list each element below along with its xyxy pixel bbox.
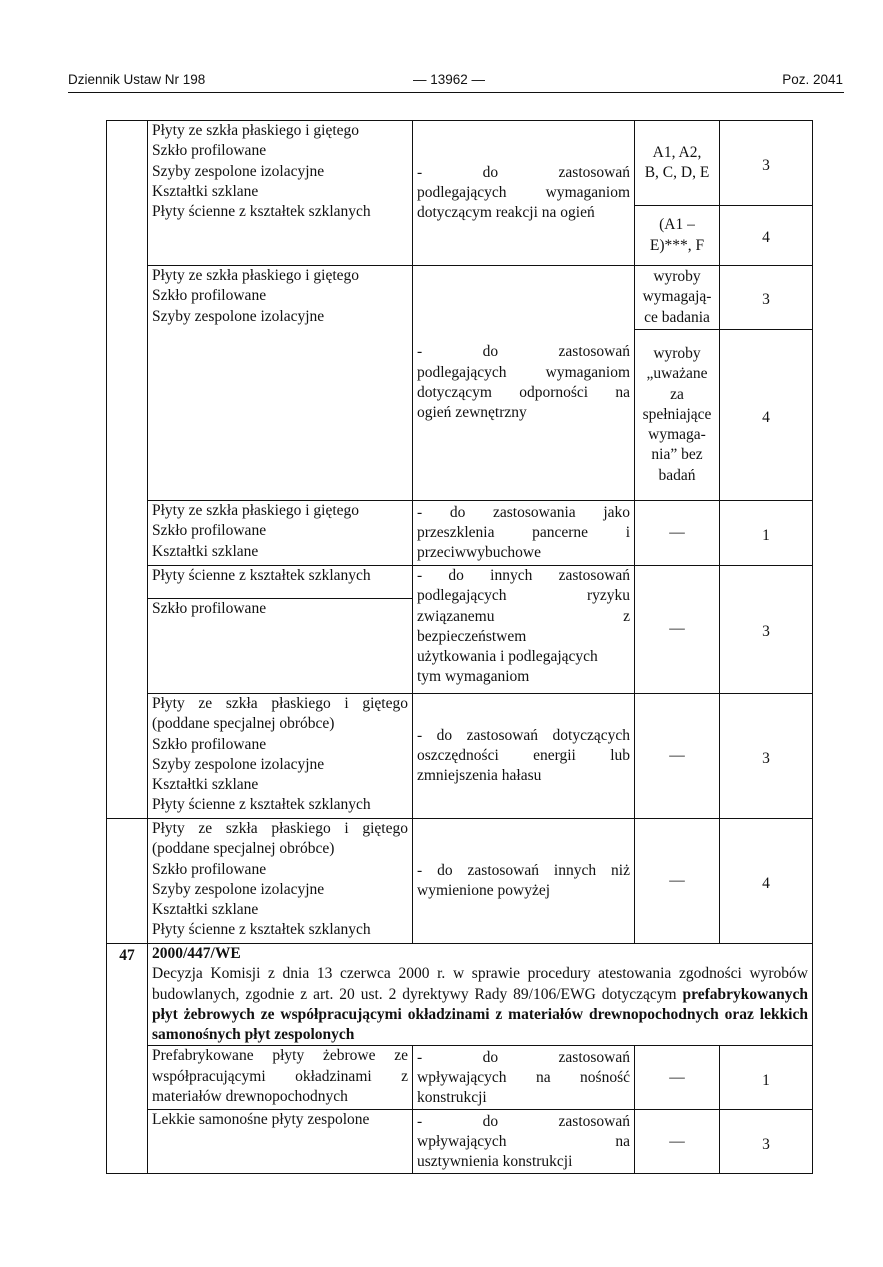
system-cell: 4 [720,330,813,501]
system-cell: 4 [720,819,813,944]
use-cell: - do zastosowań podlegających wymaganiom dotyczącym odporności na ogień zewnętrzny [413,266,635,501]
table-row [107,944,813,1046]
table-row [107,1046,813,1110]
class-cell: wyroby „uważane za spełniające wymaga- nia” bez badań [635,330,720,501]
number-cell: 47 [107,944,148,1174]
products-cell: Prefabrykowane płyty żebrowe ze współpracującymi okładzinami z materiałów drewnopochodnych [148,1046,413,1110]
class-cell: A1, A2, B, C, D, E [635,121,720,206]
page-header [68,72,843,92]
table-row [107,121,813,206]
use-cell: - do zastosowań innych niż wymienione powyżej [413,819,635,944]
products-cell: Płyty ze szkła płaskiego i giętego (poddane specjalnej obróbce) Szkło profilowane Szyby zespolone izolacyjne Kształtki szklane Płyty ścienne z kształtek szklanych [148,694,413,819]
system-cell: 3 [720,566,813,694]
class-cell: — [635,1110,720,1174]
decision-cell [148,944,813,1046]
products-cell: Lekkie samonośne płyty zespolone [148,1110,413,1174]
decision-text: Decyzja Komisji z dnia 13 czerwca 2000 r. w sprawie procedury atestowania zgodności wyrobów budowlanych, zgodnie z art. 20 ust. 2 dyrektywy Rady 89/106/EWG dotyczącym [152,965,808,1003]
use-cell: - do zastosowania jako przeszklenia pancerne i przeciwwybuchowe [413,501,635,566]
header-rule [68,92,844,93]
table-row [107,1110,813,1174]
use-cell: - do zastosowań podlegających wymaganiom dotyczącym reakcji na ogień [413,121,635,266]
page-number: — 13962 — [413,72,486,87]
system-cell: 3 [720,1110,813,1174]
decision-subject: prefabrykowanych płyt żebrowych ze współpracującymi okładzinami z materiałów drewnopochodnych oraz lekkich samonośnych płyt zespolonych [152,985,808,1044]
table-row [107,566,813,694]
number-cell [107,121,148,694]
use-cell: - do innych zastosowań podlegających ryzyku związanemu z bezpieczeństwem użytkowania i podlegających tym wymaganiom [413,566,635,694]
system-cell: 3 [720,694,813,819]
products-cell: Płyty ze szkła płaskiego i giętego Szkło profilowane Szyby zespolone izolacyjne [148,266,413,501]
number-cell [107,819,148,944]
use-cell: - do zastosowań wpływających na nośność konstrukcji [413,1046,635,1110]
class-cell: — [635,694,720,819]
table-row [107,694,813,819]
attestation-table [106,120,813,1174]
class-cell: — [635,501,720,566]
products-cell: Płyty ze szkła płaskiego i giętego Szkło profilowane Szyby zespolone izolacyjne Kształtki szklane Płyty ścienne z kształtek szklanych [148,121,413,266]
position-number: Poz. 2041 [782,72,843,87]
use-cell: - do zastosowań wpływających na usztywnienia konstrukcji [413,1110,635,1174]
system-cell: 3 [720,121,813,206]
class-cell: (A1 – E)***, F [635,206,720,266]
class-cell: — [635,566,720,694]
class-cell: — [635,1046,720,1110]
products-cell: Płyty ze szkła płaskiego i giętego (poddane specjalnej obróbce) Szkło profilowane Szyby zespolone izolacyjne Kształtki szklane Płyty ścienne z kształtek szklanych [148,819,413,944]
journal-title: Dziennik Ustaw Nr 198 [68,72,206,87]
decision-code: 2000/447/WE [152,945,241,962]
system-cell: 3 [720,266,813,330]
table-row [107,266,813,330]
table-row [107,501,813,566]
class-cell: wyroby wymagają- ce badania [635,266,720,330]
use-cell: - do zastosowań dotyczących oszczędności energii lub zmniejszenia hałasu [413,694,635,819]
system-cell: 1 [720,1046,813,1110]
products-cell: Płyty ze szkła płaskiego i giętego Szkło profilowane Kształtki szklane [148,501,413,566]
system-cell: 4 [720,206,813,266]
table-row [107,819,813,944]
products-cell: Płyty ścienne z kształtek szklanych Szkło profilowane [148,566,413,694]
system-cell: 1 [720,501,813,566]
number-cell [107,694,148,819]
class-cell: — [635,819,720,944]
